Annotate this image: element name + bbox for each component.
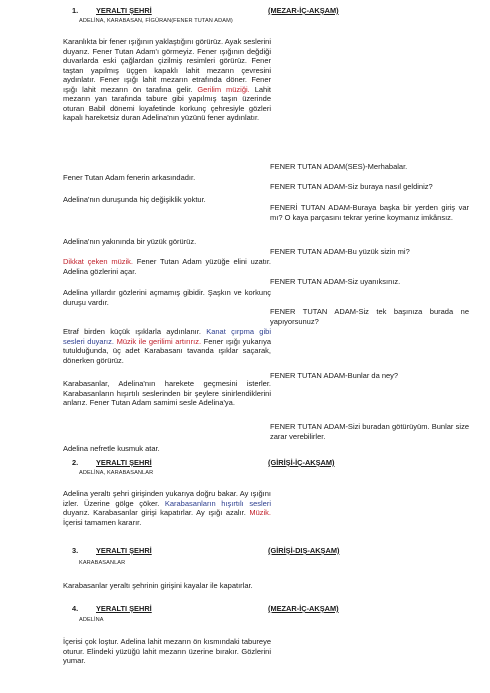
scene-characters-2: ADELİNA, KARABASANLAR [79,470,154,476]
dialogue-line: FENER TUTAN ADAM-Sizi buradan götürüyüm. Bunlar size zarar verebilirler. [270,422,469,441]
dialogue-line: FENER TUTAN ADAM-Siz tek başınıza burada ne yapıyorsunuz? [270,307,469,326]
dialogue-line: FENER TUTAN ADAM-Siz uyanıksınız. [270,277,401,286]
scene-name: YERALTI ŞEHRİ [96,546,152,555]
dialogue-line: FENER TUTAN ADAM-Bu yüzük sizin mi? [270,247,410,256]
scene-location: (GİRİŞİ-DIŞ-AKŞAM) [268,546,340,555]
action-paragraph: İçerisi çok loştur. Adelina lahit mezarın ön kısmındaki tabureye oturur. Elindeki yüzüğü lahit mezarın üzerine bırakır. Gözlerini yumar. [63,637,271,665]
scene-characters-1: ADELİNA, KARABASAN, FİGÜRAN(FENER TUTAN ADAM) [79,18,233,24]
action-paragraph: Adelina yeraltı şehri girişinden yukarıya doğru bakar. Ay ışığını izler. Üzerine gölge çöker. Karabasanların hışırtılı sesleri duyarız. Karabasanlar girişi kapatırlar. Ay ışığı azalır. Müzik. İçerisi tamamen kararır. [63,489,271,527]
action-paragraph: Fener Tutan Adam fenerin arkasındadır. [63,173,196,182]
scene-name: YERALTI ŞEHRİ [96,604,152,613]
scene-characters-4: ADELİNA [79,617,104,623]
scene-location: (MEZAR-İÇ-AKŞAM) [268,604,339,613]
dialogue-line: FENER TUTAN ADAM(SES)-Merhabalar. [270,162,408,171]
scene-number: 2. [72,458,79,467]
scene-number: 1. [72,6,79,15]
scene-number: 4. [72,604,79,613]
action-paragraph: Karabasanlar, Adelina'nın harekete geçmesini isterler. Karabasanların hışırtılı seslerinden bir şeylere sinirlendiklerini anlarız. Fener Tutan Adam samimi sesle Adelina'ya. [63,379,271,407]
dialogue-line: FENER TUTAN ADAM-Siz buraya nasıl geldiniz? [270,182,433,191]
action-paragraph: Adelina nefretle kusmuk atar. [63,444,160,453]
action-paragraph: Adelina'nın duruşunda hiç değişiklik yoktur. [63,195,206,204]
scene-location: (MEZAR-İÇ-AKŞAM) [268,6,339,15]
action-paragraph: Etraf birden küçük ışıklarla aydınlanır. Kanat çırpma gibi sesleri duyarız. Müzik ile gerilimi artırırız. Fener ışığı yukarıya tutulduğunda, üç adet Karabasanı tavanda ışıklar saçarak, dönerken görürüz. [63,327,272,365]
action-paragraph: Karanlıkta bir fener ışığının yaklaştığını görürüz. Ayak seslerini duyarız. Fener Tutan Adam'ı görmeyiz. Fener ışığının değdiği duvarlarda eski çağlardan çizilmiş resimleri görürüz. Fener taştan yapılmış üçgen kapaklı lahit mezarın çevresini aydınlatır. Fener ışığı lahit mezarın etrafında döner. Fener ışığı lahit mezarın ön tarafına gelir. Gerilim müziği. Lahit mezarın yan tarafında tabure gibi yapılmış taşın üzerinde oturan Babil dönemi kıyafetinde korkunç çehresiyle gözleri kapalı hareketsiz duran Adelina'nın yüzünü fener aydınlatır. [63,37,271,122]
action-paragraph: Adelina'nın yakınında bir yüzük görürüz. [63,237,197,246]
action-paragraph: Adelina yıllardır gözlerini açmamış gibidir. Şaşkın ve korkunç duruşu vardır. [63,288,271,307]
scene-location: (GİRİŞİ-İÇ-AKŞAM) [268,458,335,467]
scene-name: YERALTI ŞEHRİ [96,6,152,15]
dialogue-line: FENERİ TUTAN ADAM-Buraya başka bir yerden giriş var mı? O kaya parçasını tekrar yerine koymanız imkânsız. [270,203,469,222]
action-paragraph: Karabasanlar yeraltı şehrinin girişini kayalar ile kapatırlar. [63,581,253,590]
scene-name: YERALTI ŞEHRİ [96,458,152,467]
scene-characters-3: KARABASANLAR [79,560,126,566]
action-paragraph: Dikkat çeken müzik. Fener Tutan Adam yüzüğe elini uzatır. Adelina gözlerini açar. [63,257,271,276]
dialogue-line: FENER TUTAN ADAM-Bunlar da ney? [270,371,399,380]
scene-number: 3. [72,546,79,555]
